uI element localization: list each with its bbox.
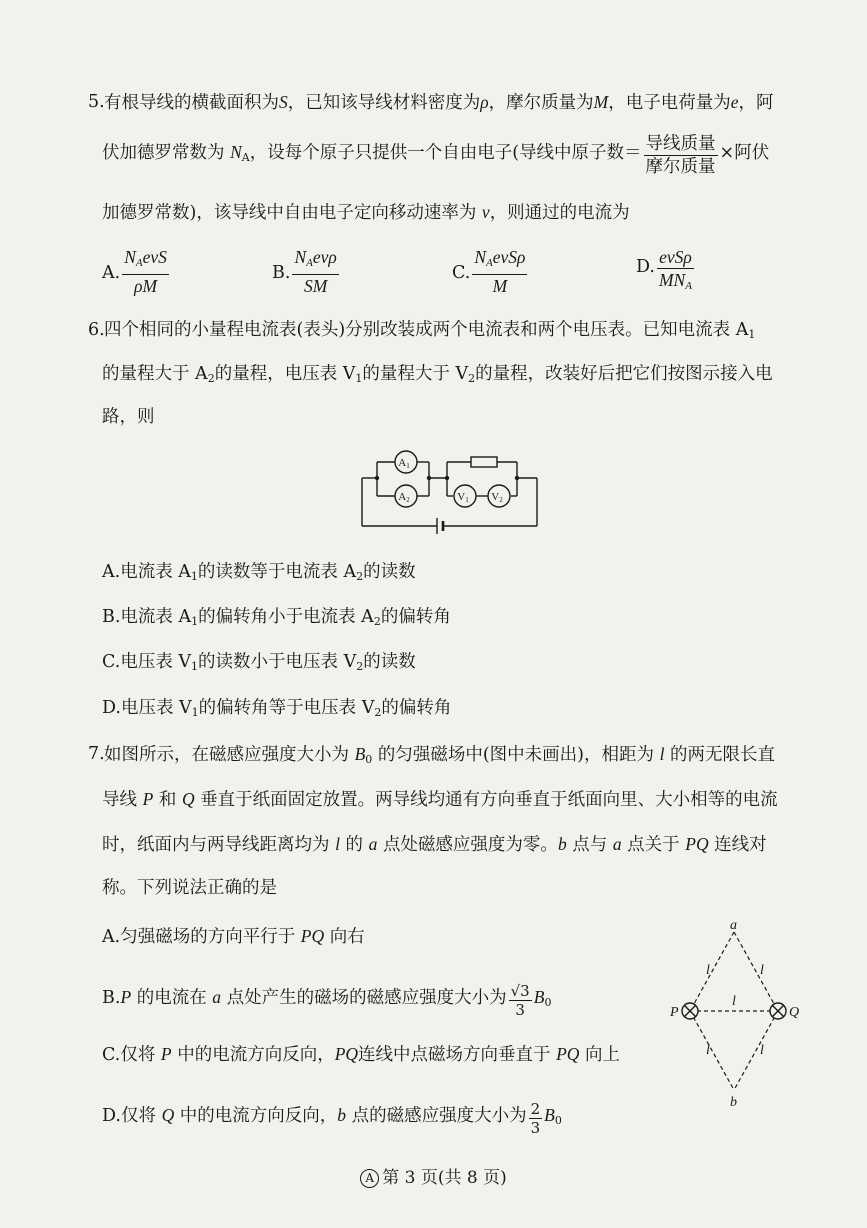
svg-text:A1: A1 xyxy=(398,457,410,470)
wire-p-into-page-icon xyxy=(682,1003,698,1019)
q7-line4: 称。下列说法正确的是 xyxy=(102,878,277,898)
svg-text:l: l xyxy=(760,1043,764,1058)
q5-option-d[interactable]: D. $\frac{\text{evSρ}}{MN_A}$ xyxy=(636,247,692,292)
q6-number: 6. xyxy=(88,320,105,340)
q5-option-c[interactable]: C. $\frac{N_AevS\rho}{M}$ xyxy=(452,247,526,296)
q7-option-c[interactable]: C.仅将 P 中的电流方向反向，PQ连线中点磁场方向垂直于 PQ 向上 xyxy=(102,1044,621,1065)
svg-text:l: l xyxy=(760,963,764,978)
svg-text:P: P xyxy=(670,1005,679,1020)
svg-text:V1: V1 xyxy=(457,491,469,504)
svg-text:A2: A2 xyxy=(398,491,410,504)
svg-text:V2: V2 xyxy=(491,491,503,504)
q6-line1: 四个相同的小量程电流表(表头)分别改装成两个电流表和两个电压表。已知电流表 $A_1$ xyxy=(104,320,756,341)
q6-option-b[interactable]: B.电流表 $A_1$的偏转角小于电流表 $A_2$的偏转角 xyxy=(102,607,451,628)
svg-text:Q: Q xyxy=(789,1005,800,1020)
q5-option-b[interactable]: B. $\frac{N_Aev\rho}{SM}$ xyxy=(272,247,337,296)
q5-line2: 伏加德罗常数为 $N_A$，设每个原子只提供一个自由电子(导线中原子数＝ $\frac{\text{导线质量}}{\text{摩尔质量}}$ ×阿伏 xyxy=(102,134,770,177)
q6-option-c[interactable]: C.电压表 $V_1$的读数小于电压表 $V_2$的读数 xyxy=(102,652,416,673)
q5-line3: 加德罗常数)，该导线中自由电子定向移动速率为 v，则通过的电流为 xyxy=(102,202,630,223)
q7-option-b[interactable]: B.P 的电流在 a 点处产生的磁场的磁感应强度大小为 $\frac{√3}{3}$ $B_0$ xyxy=(102,982,552,1019)
svg-text:l: l xyxy=(706,963,710,978)
q5-number: 5. xyxy=(88,92,105,112)
q5-line1: 有根导线的横截面积为S，已知该导线材料密度为ρ，摩尔质量为M，电子电荷量为e，阿 xyxy=(104,92,774,113)
q5-atom-fraction: $\frac{\text{导线质量}}{\text{摩尔质量}}$ xyxy=(645,134,716,177)
q7-line3: 时，纸面内与两导线距离均为 l 的 a 点处磁感应强度为零。b 点与 a 点关于 PQ 连线对 xyxy=(102,834,767,855)
q7-option-a[interactable]: A.匀强磁场的方向平行于 PQ 向右 xyxy=(102,926,365,947)
paper-version-mark: A xyxy=(360,1169,379,1188)
svg-text:b: b xyxy=(730,1095,737,1110)
q6-circuit-diagram xyxy=(355,446,555,538)
q6-option-d[interactable]: D.电压表 $V_1$的偏转角等于电压表 $V_2$的偏转角 xyxy=(102,698,452,719)
q6-line3: 路，则 xyxy=(102,407,155,427)
page-footer xyxy=(0,1163,867,1188)
q6-option-a[interactable]: A.电流表 $A_1$的读数等于电流表 $A_2$的读数 xyxy=(102,562,416,583)
q7-number: 7. xyxy=(88,744,105,764)
wire-q-into-page-icon xyxy=(770,1003,786,1019)
q7-option-d[interactable]: D.仅将 Q 中的电流方向反向，b 点的磁感应强度大小为 $\frac{2}{3}$ $B_0$ xyxy=(102,1100,562,1137)
page-number: 第 3 页(共 8 页) xyxy=(382,1168,507,1188)
q5-option-a[interactable]: A. $\frac{N_AevS}{\rho M}$ xyxy=(102,247,167,296)
svg-text:l: l xyxy=(732,994,736,1009)
q6-line2: 的量程大于 $A_2$的量程，电压表 $V_1$的量程大于 $V_2$的量程，改装好后把它们按图示接入电 xyxy=(102,364,773,385)
q7-rhombus-diagram xyxy=(668,918,808,1110)
svg-text:l: l xyxy=(706,1043,710,1058)
q7-line2: 导线 P 和 Q 垂直于纸面固定放置。两导线均通有方向垂直于纸面向里、大小相等的电流 xyxy=(102,789,778,810)
q7-line1: 如图所示，在磁感应强度大小为 $B_0$ 的匀强磁场中(图中未画出)，相距为 l 的两无限长直 xyxy=(104,744,776,766)
svg-text:a: a xyxy=(730,918,737,933)
